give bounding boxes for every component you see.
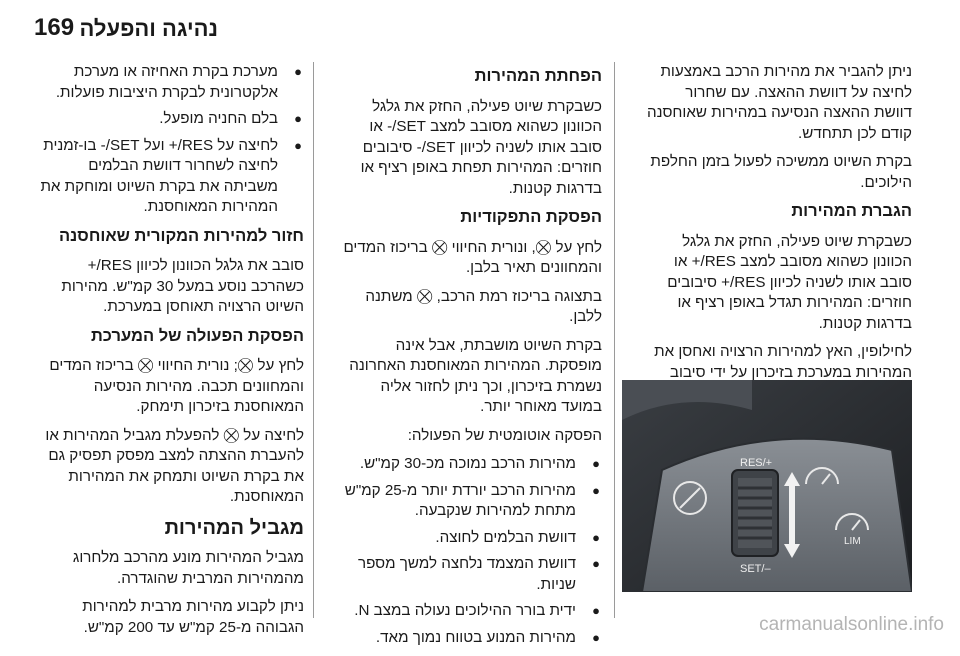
section-heading: הגברת המהירות <box>791 202 912 220</box>
body-paragraph: בקרת השיוט מושבתת, אבל אינה מופסקת. המהירות המאוחסנת האחרונה נשמרת בזיכרון, וכך ניתן לחזור אליה במועד מאוחר יותר. <box>349 336 602 415</box>
deactivation-list <box>336 454 602 648</box>
steering-wheel-controls-photo <box>622 380 912 592</box>
body-paragraph: כשבקרת שיוט פעילה, החזק את גלגל הכוונון כשהוא מסובב למצב RES/+ או סובב אותו לשניה לכיוון RES/+ סיבובים חוזרים: המהירות תגדל באופן רציף או בדרגות קטנות. <box>667 232 912 332</box>
list-item: ● בלם החניה מופעל. <box>40 109 304 130</box>
body-paragraph: ניתן לקבוע מהירות מרבית למהירות הגבוהה מ-25 קמ"ש עד 200 קמ"ש. <box>82 598 304 636</box>
list-item: ● מהירות המנוע בטווח נמוך מאד. <box>336 628 602 649</box>
column-divider <box>614 62 615 618</box>
column-divider <box>313 62 314 618</box>
body-paragraph: הפסקה אוטומטית של הפעולה: <box>407 426 602 444</box>
intro-paragraph: בקרת השיוט ממשיכה לפעול בזמן החלפת הילוכים. <box>650 153 912 191</box>
running-title: נהיגה והפעלה <box>79 16 218 41</box>
body-paragraph: לחץ על ⛒, ונורית החיווי ⛒ בריכוז המדים והמחוונים תאיר בלבן. <box>343 238 602 276</box>
res-label: RES/+ <box>740 457 773 469</box>
body-paragraph: סובב את גלגל הכוונון לכיוון RES/+ כשהרכב נוסע במעל 30 קמ"ש. מהירות השיוט הרצויה תאוחסן במערכת. <box>61 257 304 315</box>
set-label: SET/– <box>740 563 771 575</box>
body-paragraph: בתצוגה בריכוז רמת הרכב, ⛒ משתנה ללבן. <box>365 287 602 325</box>
page-header <box>0 0 960 58</box>
page-number: 169 <box>34 14 75 41</box>
list-item: ● דוושת המצמד נלחצה למשך מספר שניות. <box>336 554 602 595</box>
list-item: ● לחיצה על RES/+ ועל SET/- בו-זמנית לחיצה לשחרור דוושת הבלמים משביתה את בקרת השיוט ומוחקת את המהירות המאוחסנת. <box>40 136 304 218</box>
cruise-control-illustration <box>622 380 912 592</box>
body-paragraph: מגביל המהירות מונע מהרכב מלחרוג מהמהירות המרבית שהוגדרה. <box>72 549 304 587</box>
column-left <box>40 62 304 646</box>
deactivation-list-continued <box>40 62 304 218</box>
list-item: ● מהירות הרכב יורדת יותר מ-25 קמ"ש מתחת למהירות שנקבעה. <box>336 481 602 522</box>
section-heading: הפסקת הפעולה של המערכת <box>90 326 304 345</box>
list-item: ● מהירות הרכב נמוכה מכ-30 קמ"ש. <box>336 454 602 475</box>
body-paragraph: כשבקרת שיוט פעילה, החזק את גלגל הכוונון כשהוא מסובב למצב SET/- או סובב אותו לשניה לכיוון SET/- סיבובים חוזרים: המהירות תפחת באופן רציף או בדרגות קטנות. <box>360 97 602 197</box>
section-heading: חזור למהירות המקורית שאוחסנה <box>59 226 304 245</box>
column-right <box>646 62 912 412</box>
column-middle <box>336 62 602 656</box>
body-paragraph: לחיצה על ⛒ להפעלת מגביל המהירות או להעברת ההצתה למצב מפסק תפסיק גם את בקרת השיוט ותמחק את המהירות המאוחסנת. <box>45 426 304 505</box>
lim-label: LIM <box>844 536 861 547</box>
watermark-text: carmanualsonline.info <box>759 614 944 635</box>
list-item: ● מערכת בקרת האחיזה או מערכת אלקטרונית לבקרת היציבות פועלות. <box>40 62 304 103</box>
section-heading: מגביל המהירות <box>164 516 304 539</box>
section-heading: הפסקת התפקודיות <box>460 208 602 226</box>
list-item: ● דוושת הבלמים לחוצה. <box>336 528 602 549</box>
body-paragraph: לחילופין, האץ למהירות הרצויה ואחסן את המהירות במערכת בזיכרון על ידי סיבוב <box>654 343 912 381</box>
section-heading: הפחתת המהירות <box>474 67 602 85</box>
intro-paragraph: ניתן להגביר את מהירות הרכב באמצעות לחיצה על דוושת ההאצה. עם שחרור דוושת ההאצה הנסיעה במהירות שאוחסנה קודם לכן תתחדש. <box>646 63 912 142</box>
list-item: ● ידית בורר ההילוכים נעולה במצב N. <box>336 601 602 622</box>
body-paragraph: לחץ על ⛒; נורית החיווי ⛒ בריכוז המדים והמחוונים תכבה. מהירות הנסיעה המאוחסנת בזיכרון תימחק. <box>49 357 304 415</box>
